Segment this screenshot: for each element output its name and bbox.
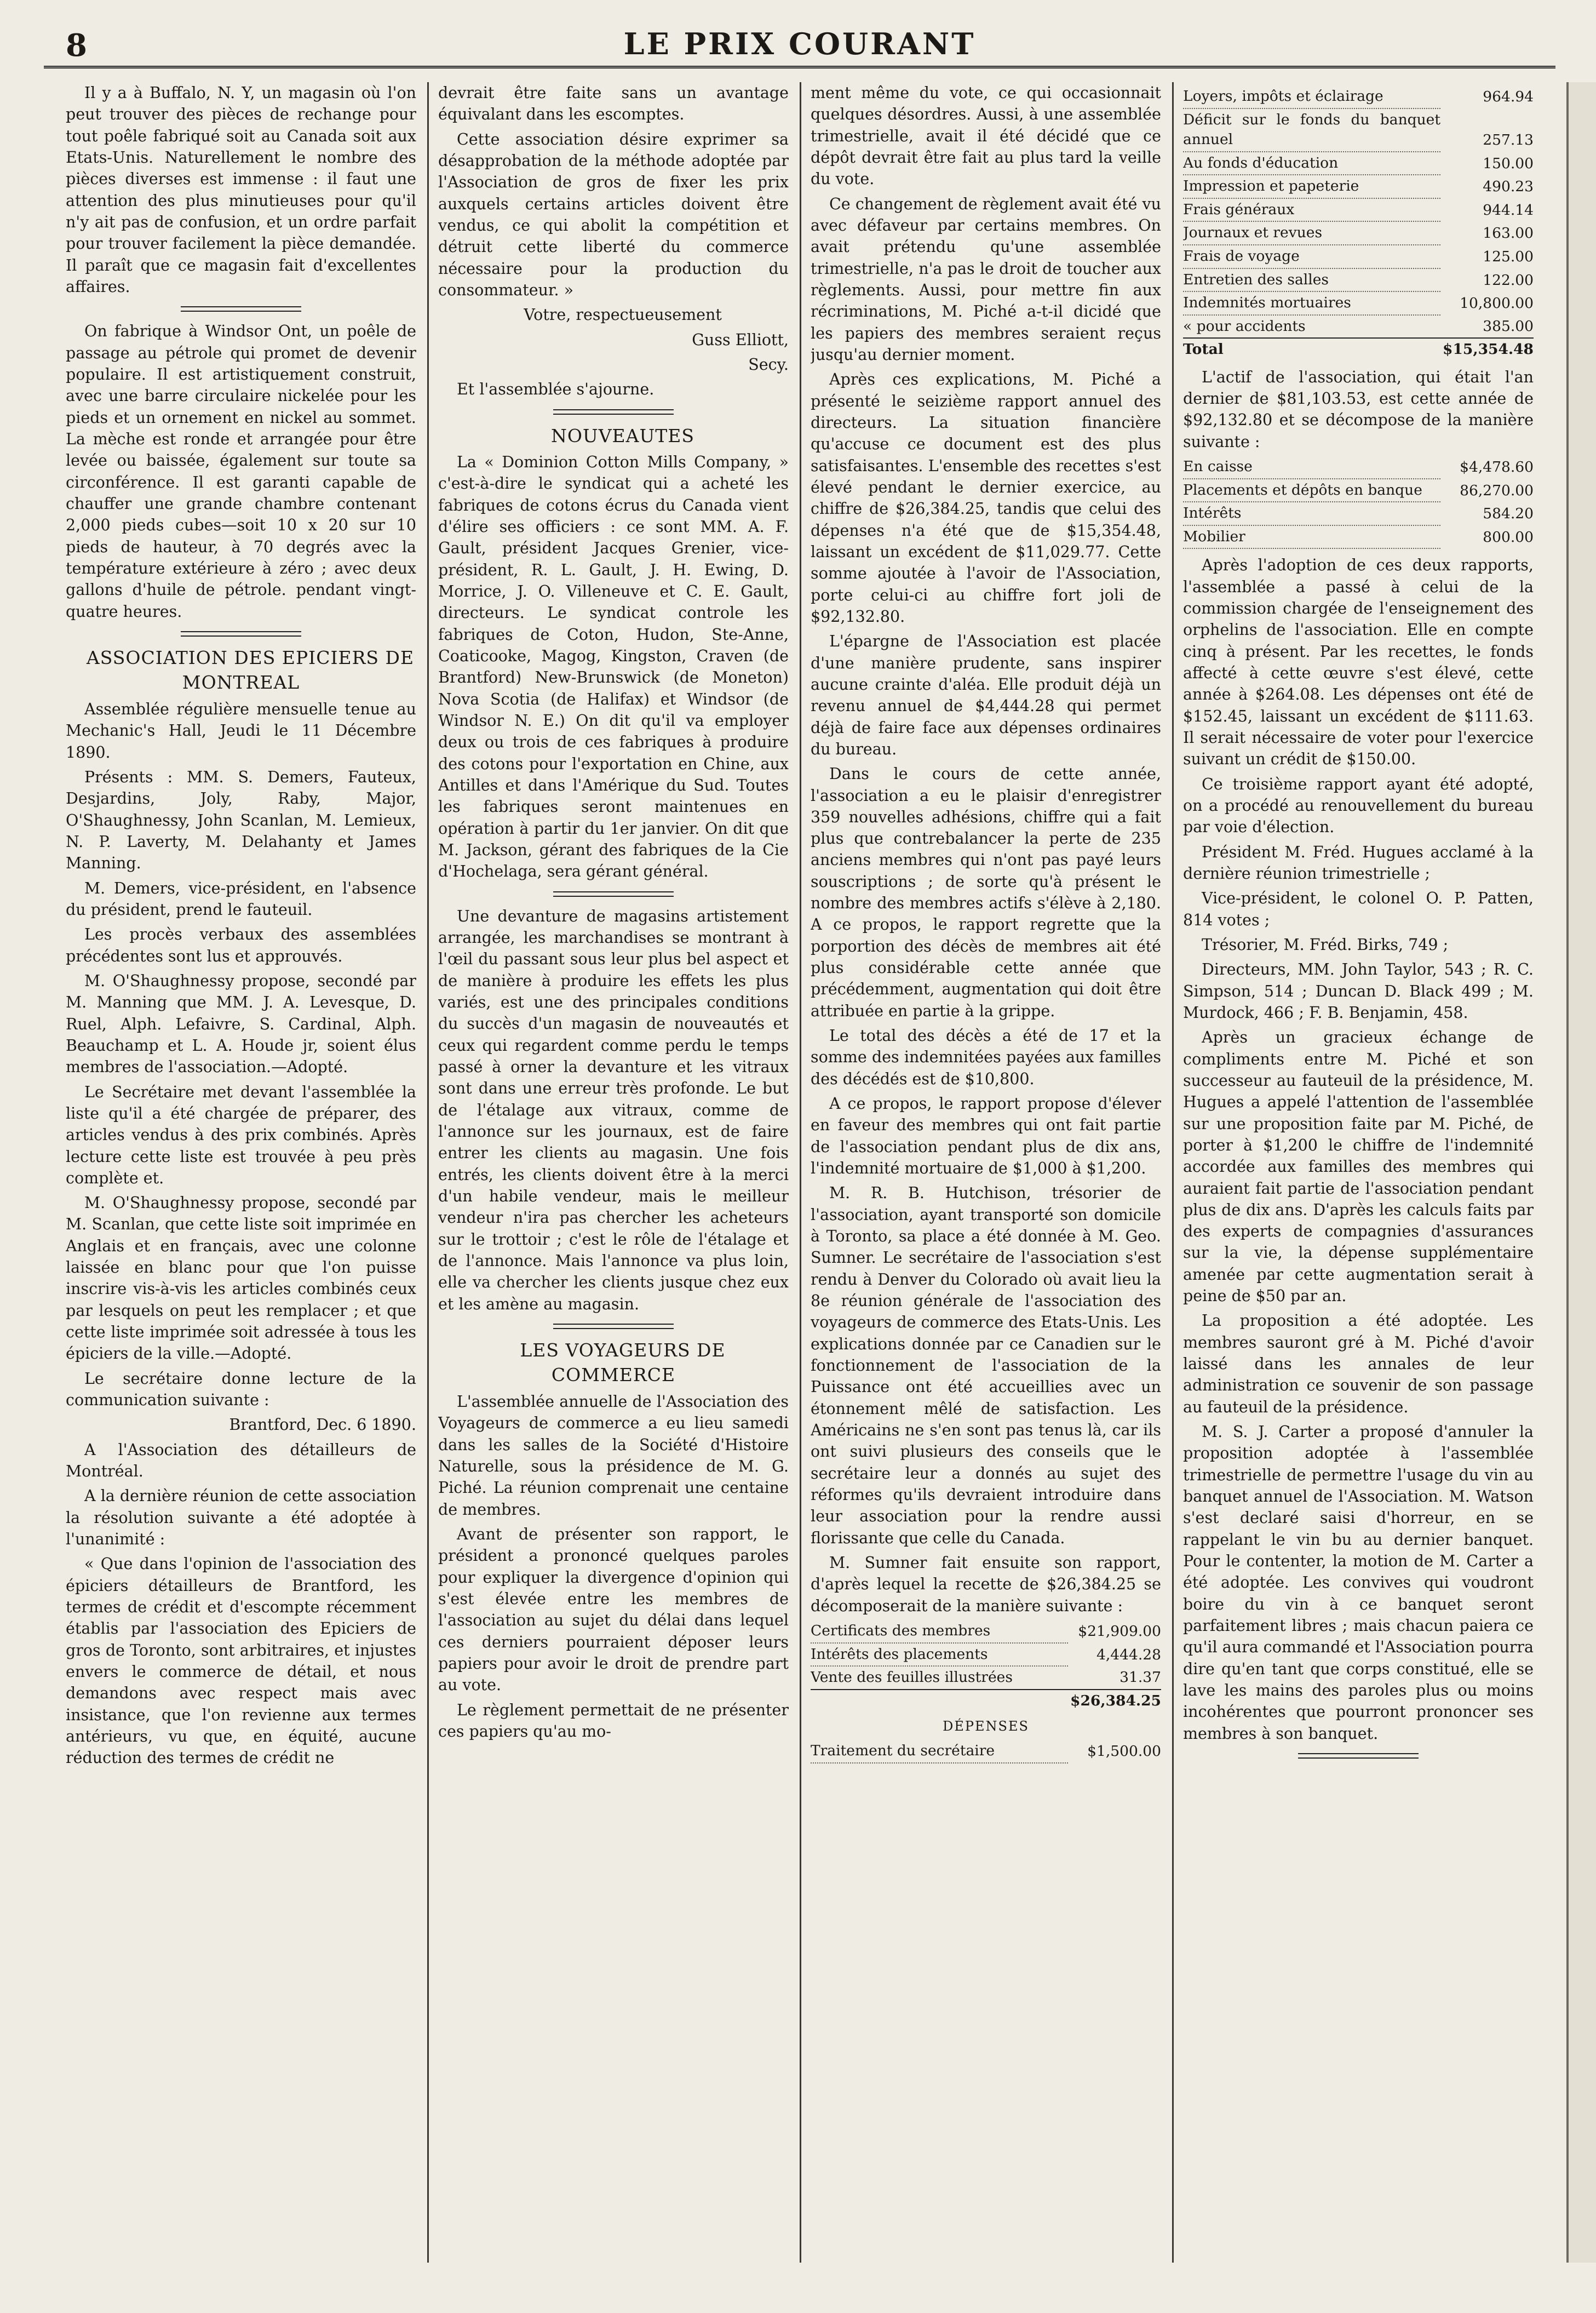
page-header	[44, 22, 1555, 68]
page-number: 8	[66, 27, 87, 64]
paragraph: M. R. B. Hutchison, trésorier de l'association, ayant transporté son domicile à Toronto, sa place a été donnée à M. Geo. Sumner. Le secrétaire de l'association s'est rendu à Denver du Colorado où avait lieu la 8e réunion générale de l'association des voyageurs de commerce des Etats-Unis. Les explications donnée par ce Canadien sur le fonctionnement de l'association de la Puissance ont été accueillies avec un étonnement mêlé de satisfaction. Les Américains ne s'en sont pas tenus là, car ils ont suivi plusieurs des conseils que le secrétaire leur a donnés au sujet des réformes qu'ils devraient introduire dans leur association pour la rendre aussi florissante que celle du Canada.	[811, 1184, 1161, 1547]
article-separator	[181, 631, 301, 637]
paragraph: M. Sumner fait ensuite son rapport, d'après lequel la recette de $26,384.25 se décomposerait de la manière suivante :	[811, 1553, 1161, 1615]
paragraph: Assemblée régulière mensuelle tenue au Mechanic's Hall, Jeudi le 11 Décembre 1890.	[66, 700, 416, 762]
ledger-total-amount: $26,384.25	[1068, 1690, 1161, 1713]
ledger-amount: 10,800.00	[1460, 295, 1534, 312]
paragraph: Président M. Fréd. Hugues acclamé à la dernière réunion trimestrielle ;	[1183, 843, 1534, 883]
ledger-row	[1183, 221, 1534, 245]
ledger-row	[811, 1666, 1161, 1690]
article-separator	[553, 1324, 674, 1329]
signature-line: Guss Elliott,	[692, 330, 789, 349]
ledger-total-label: Total	[1183, 338, 1440, 361]
ledger-row	[1183, 291, 1534, 315]
ledger-label: Au fonds d'éducation	[1183, 152, 1440, 175]
ledger-row	[1183, 198, 1534, 222]
ledger-row	[811, 1740, 1161, 1763]
ledger-amount: 257.13	[1483, 131, 1534, 149]
ledger-total-row	[811, 1690, 1161, 1713]
column-4	[1183, 82, 1534, 2263]
ledger-total-amount: $15,354.48	[1440, 338, 1534, 361]
paragraph: Ce changement de règlement avait été vu avec défaveur par certains membres. On avait prétendu qu'une assemblée trimestrielle, n'a pas le droit de toucher aux règlements. Aussi, pour mettre fin aux récriminations, M. Piché a-t-il dicidé que les papiers des membres seraient reçus jusqu'au dernier moment.	[811, 194, 1161, 364]
paragraph: A l'Association des détailleurs de Montréal.	[66, 1440, 416, 1481]
paragraph: Après ces explications, M. Piché a présenté le seizième rapport annuel des directeurs. La situation financière qu'accuse ce document est des plus satisfaisantes. L'ensemble des recettes s'est élevé pendant le dernier exercice, au chiffre de $26,384.25, tandis que celui des dépenses n'a été que de $15,354.48, laissant un excédent de $11,029.77. Cette somme ajoutée à l'avoir de l'Association, porte celui-ci au chiffre fort joli de $92,132.80.	[811, 370, 1161, 626]
paragraph: Présents : MM. S. Demers, Fauteux, Desjardins, Joly, Raby, Major, O'Shaughnessy, John Scanlan, M. Lemieux, N. P. Laverty, M. Delahanty et James Manning.	[66, 768, 416, 873]
paragraph: A ce propos, le rapport propose d'élever en faveur des membres qui ont fait partie de l'association pendant plus de dix ans, l'indemnité mortuaire de $1,000 à $1,200.	[811, 1095, 1161, 1178]
paragraph: Le Secrétaire met devant l'assemblée la liste qu'il a été chargée de préparer, des articles vendus à des prix combinés. Après lecture cette liste est trouvée à peu près complète et.	[66, 1083, 416, 1187]
ledger-row	[1183, 502, 1534, 525]
article-separator	[181, 306, 301, 312]
ledger-row	[1183, 152, 1534, 175]
paragraph: Le règlement permettait de ne présenter ces papiers qu'au mo-	[438, 1701, 789, 1741]
signature-line: Secy.	[748, 355, 789, 374]
paragraph: Après l'adoption de ces deux rapports, l'assemblée a passé à celui de la commission chargée de l'enseignement des orphelins de l'association. Elle en compte cinq à présent. Par les recettes, le fonds affecté à cette œuvre s'est élevé, cette année à $264.08. Les dépenses ont été de $152.45, laissant un excédent de $111.63. Il serait nécessaire de voter pour l'exercice suivant un crédit de $150.00.	[1183, 556, 1534, 769]
ledger-label: Impression et papeterie	[1183, 175, 1440, 198]
paragraph: L'assemblée annuelle de l'Association des Voyageurs de commerce a eu lieu samedi dans les salles de la Société d'Histoire Naturelle, sous la présidence de M. G. Piché. La réunion comprenait une centaine de membres.	[438, 1392, 789, 1519]
article-heading: ASSOCIATION DES EPICIERS DE MONTREAL	[86, 646, 415, 694]
ledger-label: « pour accidents	[1183, 315, 1440, 339]
paragraph: L'actif de l'association, qui était l'an dernier de $81,103.53, est cette année de $92,132.80 et se décompose de la manière suivante :	[1183, 368, 1534, 451]
column-1	[66, 82, 416, 2263]
paragraph: M. O'Shaughnessy propose, secondé par M. Scanlan, que cette liste soit imprimée en Anglais et en français, avec une colonne laissée en blanc pour que l'on puisse inscrire vis-à-vis les articles combinés ceux par lesquels on peut les remplacer ; et que cette liste imprimée soit adressée à tous les épiciers de la ville.—Adopté.	[66, 1194, 416, 1363]
column-rule	[1172, 82, 1174, 2263]
closing-line: Votre, respectueusement	[524, 306, 722, 324]
ledger-label: En caisse	[1183, 456, 1440, 479]
ledger-amount: 4,444.28	[1096, 1646, 1161, 1663]
article-separator	[1298, 1753, 1419, 1759]
ledger-label: Intérêts des placements	[811, 1643, 1068, 1667]
paragraph: ment même du vote, ce qui occasionnait quelques désordres. Aussi, à une assemblée trimestrielle, avait il été décidé que ce dépôt devrait être fait au plus tard la veille du vote.	[811, 84, 1161, 188]
ledger-amount: 125.00	[1483, 248, 1534, 265]
ledger-row	[1183, 108, 1534, 152]
paragraph: Dans le cours de cette année, l'association a eu le plaisir d'enregistrer 359 nouvelles adhésions, chiffre qui a fait plus que contrebalancer la perte de 235 anciens membres qui n'ont pas payé leurs souscriptions ; de sorte qu'à présent le nombre des membres actifs s'élève à 2,180. A ce propos, le rapport regrette que la porportion des décès de membres ait été plus considérable cette année que précédemment, augmentation qui doit être attribuée en partie à la grippe.	[811, 765, 1161, 1020]
ledger-label: Déficit sur le fonds du banquet annuel	[1183, 108, 1440, 152]
paragraph: M. S. J. Carter a proposé d'annuler la proposition adoptée à l'assemblée trimestrielle de permettre l'usage du vin au banquet annuel de l'Association. M. Watson s'est declaré saisi d'horreur, en se rappelant le vin bu au dernier banquet. Pour le contenter, la motion de M. Carter a été adoptée. Les convives qui voudront boire du vin à ce banquet seront parfaitement libres ; mais chacun paiera ce qu'il aura commandé et l'Association pourra dire qu'en tant que corps constitué, elle se lave les mains des paroles plus ou moins incohérentes que pourront prononcer ses membres à son banquet.	[1183, 1423, 1534, 1743]
paragraph: La proposition a été adoptée. Les membres sauront gré à M. Piché d'avoir laissé dans les annales de leur administration ce souvenir de son passage au fauteuil de la présidence.	[1183, 1312, 1534, 1416]
ledger-amount: $21,909.00	[1078, 1622, 1161, 1640]
ledger-subheading: DÉPENSES	[943, 1719, 1029, 1734]
ledger-amount: 31.37	[1120, 1669, 1161, 1686]
masthead-title: LE PRIX COURANT	[623, 26, 976, 61]
ledger-label: Frais généraux	[1183, 198, 1440, 222]
article-heading: NOUVEAUTES	[550, 425, 694, 446]
paragraph: Une devanture de magasins artistement arrangée, les marchandises se montrant à l'œil du passant sous leur plus bel aspect et de manière à produire les effets les plus variés, est une des principales conditions du succès d'un magasin de nouveautés et ceux qui regardent comme perdu le temps passé à orner la devanture et les vitraux sont dans une erreur très profonde. Le but de l'étalage aux vitraux, comme de l'annonce sur les journaux, est de faire entrer les clients au magasin. Une fois entrés, les clients doivent être à la merci d'un habile vendeur, mais le meilleur vendeur n'ira pas chercher les acheteurs sur le trottoir ; c'est le rôle de l'étalage et de l'annonce. Mais l'annonce va plus loin, elle va chercher les clients jusque chez eux et les amène au magasin.	[438, 907, 789, 1313]
paragraph: Après un gracieux échange de compliments entre M. Piché et son successeur au fauteuil de la présidence, M. Hugues a appelé l'attention de l'assemblée sur une proposition faite par M. Piché, de porter à $1,200 le chiffre de l'indemnité accordée aux familles des membres qui auraient fait partie de l'association pendant plus de dix ans. D'après les calculs faits par des experts de compagnies d'assurances sur la vie, la dépense supplémentaire amenée par cette augmentation serait à peine de $50 par an.	[1183, 1028, 1534, 1306]
ledger-row	[1183, 85, 1534, 108]
ledger-table	[1183, 456, 1534, 549]
article-separator	[553, 409, 674, 415]
ledger-row	[1183, 268, 1534, 292]
ledger-total-row	[1183, 338, 1534, 361]
ledger-row	[811, 1643, 1161, 1667]
paragraph: « Que dans l'opinion de l'association des épiciers détailleurs de Brantford, les termes de crédit et d'escompte récemment établis par l'association des Epiciers de gros de Toronto, sont arbitraires, et injustes envers le commerce de détail, et nous demandons avec respect mais avec insistance, que l'on revienne aux termes antérieurs, vu que, en équité, aucune réduction des termes de crédit ne	[66, 1555, 416, 1767]
column-2	[438, 82, 789, 2263]
ledger-table	[811, 1620, 1161, 1712]
ledger-amount: 490.23	[1483, 178, 1534, 196]
paragraph: Vice-président, le colonel O. P. Patten, 814 votes ;	[1183, 889, 1534, 929]
paragraph: Trésorier, M. Fréd. Birks, 749 ;	[1202, 935, 1449, 954]
ledger-label: Journaux et revues	[1183, 221, 1440, 245]
ledger-label: Loyers, impôts et éclairage	[1183, 85, 1440, 108]
column-3	[811, 82, 1161, 2263]
adjacent-page-edge	[1566, 82, 1596, 2263]
ledger-row	[1183, 175, 1534, 198]
ledger-table	[811, 1740, 1161, 1764]
ledger-label: Traitement du secrétaire	[811, 1740, 1068, 1763]
ledger-label: Frais de voyage	[1183, 245, 1440, 268]
paragraph: M. O'Shaughnessy propose, secondé par M. Manning que MM. J. A. Levesque, D. Ruel, Alph. Lefaivre, S. Cardinal, Alph. Beauchamp et L. A. Houde jr, soient élus membres de l'association.—Adopté.	[66, 971, 416, 1077]
ledger-row	[1183, 525, 1534, 549]
paragraph: On fabrique à Windsor Ont, un poêle de passage au pétrole qui promet de devenir populaire. Il est artistiquement construit, avec une barre circulaire nickelée pour les pieds et un ornement en nickel au sommet. La mèche est ronde et arrangée pour être levée ou baissée, également sur toute sa circonférence. Il est garanti capable de chauffer une grande chambre contenant 2,000 pieds cubes—soit 10 x 20 sur 10 pieds de hauteur, à 70 degrés avec la température extérieure à zéro ; avec deux gallons d'huile de pétrole. pendant vingt-quatre heures.	[66, 322, 416, 621]
ledger-amount: 86,270.00	[1460, 482, 1534, 499]
ledger-amount: 944.14	[1483, 201, 1534, 219]
ledger-amount: $4,478.60	[1460, 459, 1534, 476]
ledger-amount: 163.00	[1483, 225, 1534, 242]
ledger-amount: 964.94	[1483, 88, 1534, 105]
paragraph: A la dernière réunion de cette association la résolution suivante a été adoptée à l'unanimité :	[66, 1487, 416, 1549]
ledger-label: Intérêts	[1183, 502, 1440, 525]
paragraph: Le secrétaire donne lecture de la communication suivante :	[66, 1369, 416, 1410]
paragraph: Ce troisième rapport ayant été adopté, on a procédé au renouvellement du bureau par voie d'élection.	[1183, 775, 1534, 837]
signature-line: Brantford, Dec. 6 1890.	[229, 1416, 416, 1434]
paragraph: Directeurs, MM. John Taylor, 543 ; R. C. Simpson, 514 ; Duncan D. Black 499 ; M. Murdock, 466 ; F. B. Benjamin, 458.	[1183, 960, 1534, 1022]
ledger-amount: 584.20	[1483, 505, 1534, 523]
ledger-amount: 385.00	[1483, 317, 1534, 335]
ledger-amount: 800.00	[1483, 528, 1534, 546]
paragraph: Et l'assemblée s'ajourne.	[457, 380, 655, 399]
ledger-label: Mobilier	[1183, 525, 1440, 549]
ledger-row	[1183, 479, 1534, 502]
paragraph: M. Demers, vice-président, en l'absence du président, prend le fauteuil.	[66, 879, 416, 919]
article-separator	[553, 891, 674, 897]
ledger-label: Indemnités mortuaires	[1183, 291, 1440, 315]
paragraph: devrait être faite sans un avantage équivalant dans les escomptes.	[438, 84, 789, 124]
column-rule	[800, 82, 801, 2263]
ledger-total-label	[811, 1690, 1068, 1713]
paragraph: Avant de présenter son rapport, le président a prononcé quelques paroles pour expliquer la divergence d'opinion qui s'est élevée entre les membres de l'association au sujet du délai dans lequel ces derniers pourraient déposer leurs papiers pour avoir le droit de prendre part au vote.	[438, 1525, 789, 1694]
ledger-amount: $1,500.00	[1087, 1743, 1161, 1760]
ledger-table	[1183, 85, 1534, 361]
ledger-row	[1183, 456, 1534, 479]
ledger-label: Entretien des salles	[1183, 268, 1440, 292]
paragraph: Le total des décès a été de 17 et la somme des indemnitées payées aux familles des décédés est de $10,800.	[811, 1027, 1161, 1088]
ledger-amount: 122.00	[1483, 271, 1534, 289]
paragraph: Cette association désire exprimer sa désapprobation de la méthode adoptée par l'Association de gros de fixer les prix auxquels certains articles doivent être vendus, ce qui abolit la compétition et détruit cette liberté du commerce nécessaire pour la production du consommateur. »	[438, 130, 789, 299]
column-rule	[427, 82, 429, 2263]
paragraph: L'épargne de l'Association est placée d'une manière prudente, sans inspirer aucune crainte d'aléa. Elle produit déjà un revenu annuel de $4,444.28 qui permet déjà de faire face aux dépenses ordinaires du bureau.	[811, 632, 1161, 758]
paragraph: Il y a à Buffalo, N. Y, un magasin où l'on peut trouver des pièces de rechange pour tout poêle fabriqué soit au Canada soit aux Etats-Unis. Naturellement le nombre des pièces diverses est immense : il faut une attention des plus minutieuses pour qu'il n'y ait pas de confusion, et un ordre parfait pour trouver facilement la pièce demandée. Il paraît que ce magasin fait d'excellentes affaires.	[66, 84, 416, 296]
ledger-label: Certificats des membres	[811, 1620, 1068, 1643]
ledger-row	[811, 1620, 1161, 1643]
paragraph: La « Dominion Cotton Mills Company, » c'est-à-dire le syndicat qui a acheté les fabriques de cotons écrus du Canada vient d'élire ses officiers : ce sont MM. A. F. Gault, président Jacques Grenier, vice-président, R. L. Gault, J. H. Ewing, D. Morrice, J. O. Villeneuve et C. E. Gault, directeurs. Le syndicat controle les fabriques de Coton, Hudon, Ste-Anne, Coaticooke, Magog, Kingston, Craven (de Brantford) New-Brunswick (de Moneton) Nova Scotia (de Halifax) et Windsor (de Windsor N. E.) On dit qu'il va employer deux ou trois de ces fabriques à produire des cotons pour l'exportation en Chine, aux Antilles et dans l'Amérique du Sud. Toutes les fabriques seront maintenues en opération à partir du 1er janvier. On dit que M. Jackson, gérant des fabriques de la Cie d'Hochelaga, sera gérant général.	[438, 453, 789, 881]
ledger-row	[1183, 245, 1534, 268]
ledger-amount: 150.00	[1483, 154, 1534, 172]
ledger-label: Placements et dépôts en banque	[1183, 479, 1440, 502]
ledger-label: Vente des feuilles illustrées	[811, 1666, 1068, 1690]
paragraph: Les procès verbaux des assemblées précédentes sont lus et approuvés.	[66, 925, 416, 965]
article-heading: LES VOYAGEURS DE COMMERCE	[520, 1339, 726, 1386]
ledger-row	[1183, 315, 1534, 339]
